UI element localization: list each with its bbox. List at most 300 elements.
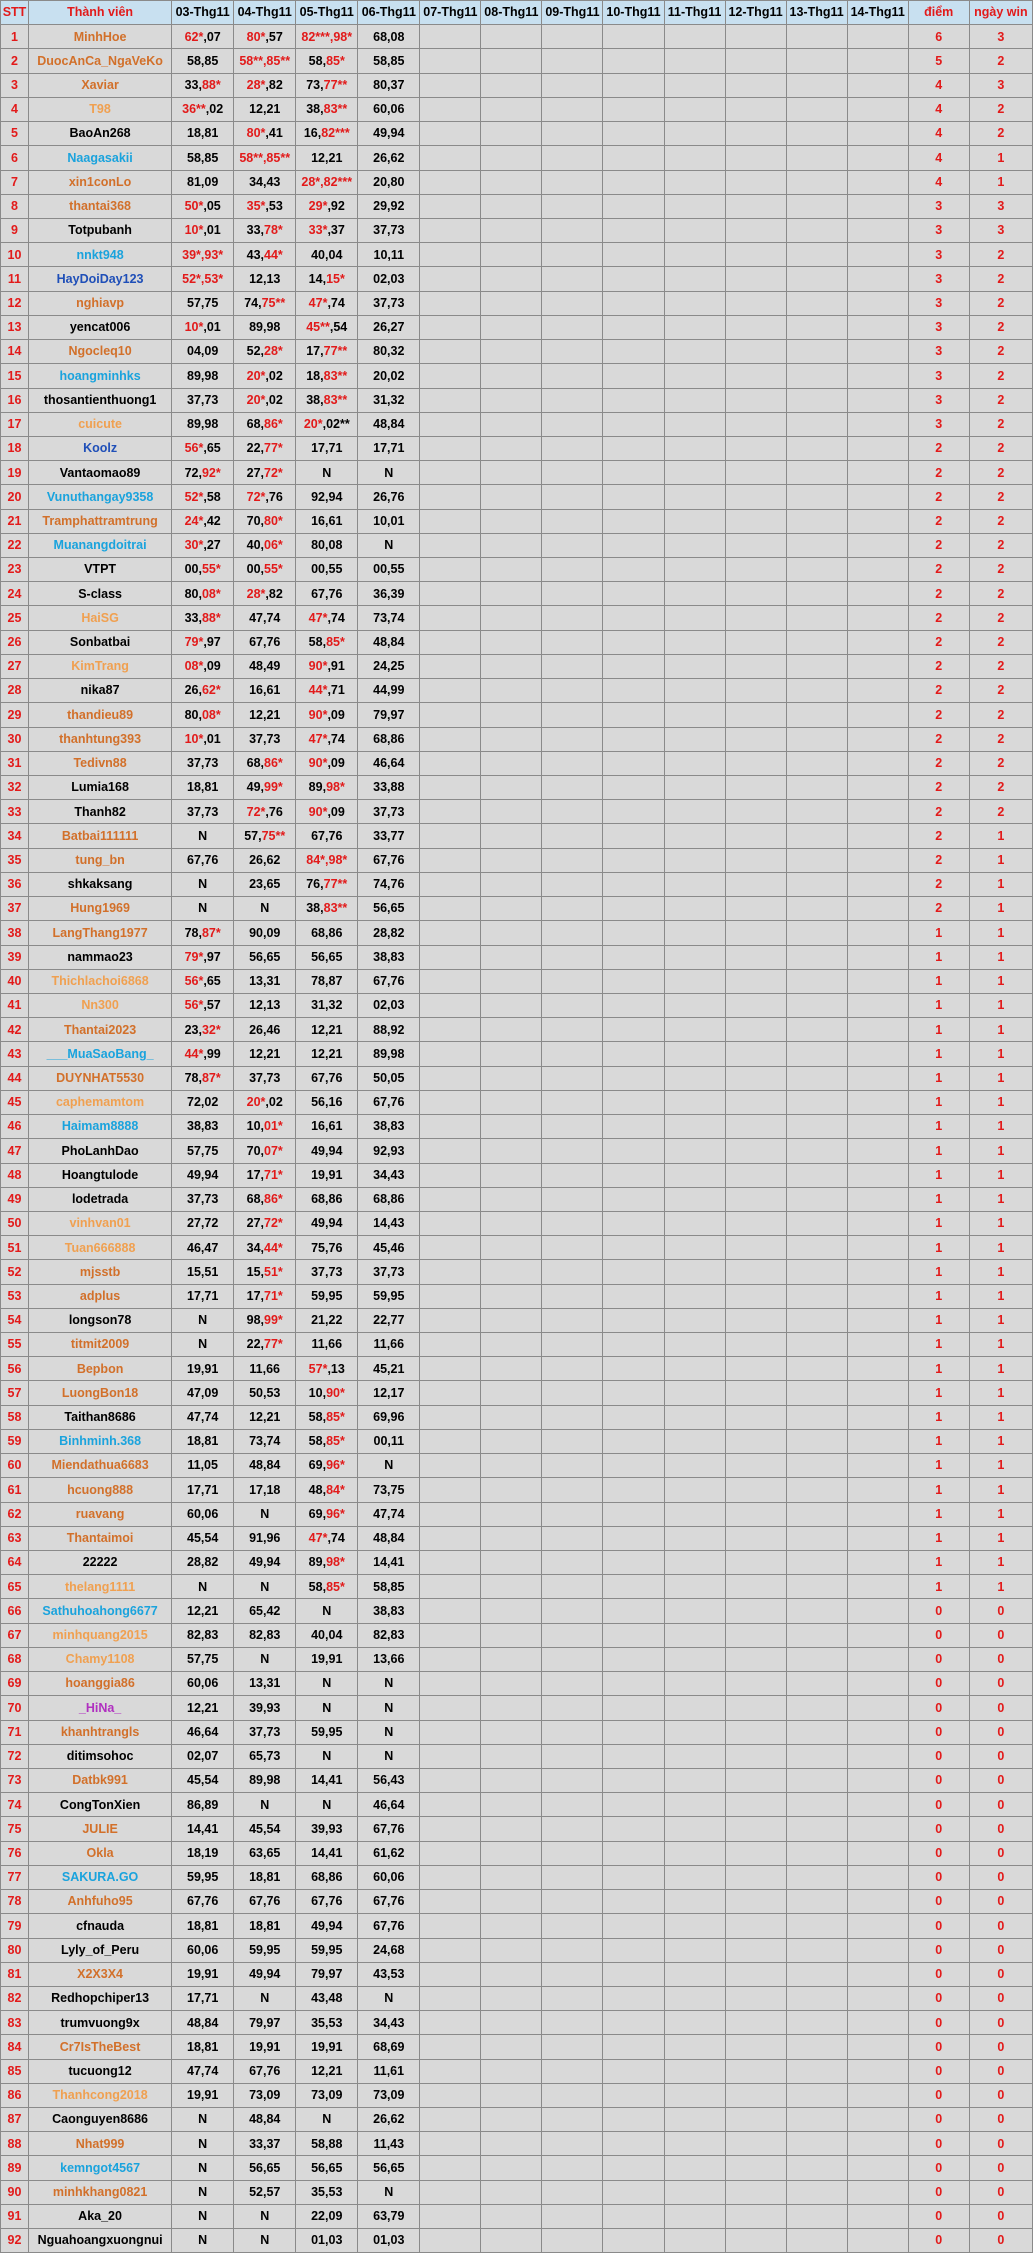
member-name[interactable]: hcuong888	[29, 1478, 172, 1502]
win-days-cell[interactable]: 2	[969, 122, 1032, 146]
empty-day-cell[interactable]	[481, 1575, 542, 1599]
points-cell[interactable]: 0	[908, 2229, 969, 2253]
day-value-cell[interactable]: 63,65	[234, 1841, 296, 1865]
day-value-cell[interactable]: 79,97	[358, 703, 420, 727]
header-day[interactable]: 14-Thg11	[847, 1, 908, 25]
day-value-cell[interactable]: 29*,92	[296, 194, 358, 218]
day-value-cell[interactable]: 14,41	[296, 1841, 358, 1865]
member-name[interactable]: adplus	[29, 1284, 172, 1308]
day-value-cell[interactable]: 67,76	[358, 1090, 420, 1114]
empty-day-cell[interactable]	[603, 1115, 664, 1139]
member-name[interactable]: Sathuhoahong6677	[29, 1599, 172, 1623]
member-name[interactable]: Hoangtulode	[29, 1163, 172, 1187]
win-days-cell[interactable]: 0	[969, 1623, 1032, 1647]
points-cell[interactable]: 0	[908, 1696, 969, 1720]
empty-day-cell[interactable]	[542, 654, 603, 678]
empty-day-cell[interactable]	[542, 340, 603, 364]
row-number[interactable]: 76	[1, 1841, 29, 1865]
member-name[interactable]: DuocAnCa_NgaVeKo	[29, 49, 172, 73]
member-name[interactable]: Aka_20	[29, 2204, 172, 2228]
empty-day-cell[interactable]	[725, 25, 786, 49]
empty-day-cell[interactable]	[603, 436, 664, 460]
empty-day-cell[interactable]	[847, 945, 908, 969]
empty-day-cell[interactable]	[847, 1986, 908, 2010]
empty-day-cell[interactable]	[603, 1163, 664, 1187]
day-value-cell[interactable]: 98,99*	[234, 1308, 296, 1332]
points-cell[interactable]: 0	[908, 1744, 969, 1768]
day-value-cell[interactable]: 35,53	[296, 2011, 358, 2035]
empty-day-cell[interactable]	[481, 1865, 542, 1889]
day-value-cell[interactable]: 48,84	[234, 2108, 296, 2132]
points-cell[interactable]: 0	[908, 1672, 969, 1696]
empty-day-cell[interactable]	[481, 388, 542, 412]
empty-day-cell[interactable]	[603, 582, 664, 606]
day-value-cell[interactable]: 73,74	[234, 1429, 296, 1453]
empty-day-cell[interactable]	[786, 1284, 847, 1308]
empty-day-cell[interactable]	[786, 1696, 847, 1720]
day-value-cell[interactable]: 67,76	[234, 2059, 296, 2083]
empty-day-cell[interactable]	[420, 727, 481, 751]
member-name[interactable]: PhoLanhDao	[29, 1139, 172, 1163]
empty-day-cell[interactable]	[603, 1187, 664, 1211]
header-day[interactable]: 08-Thg11	[481, 1, 542, 25]
header-member[interactable]: Thành viên	[29, 1, 172, 25]
win-days-cell[interactable]: 1	[969, 1260, 1032, 1284]
empty-day-cell[interactable]	[542, 800, 603, 824]
points-cell[interactable]: 0	[908, 1793, 969, 1817]
row-number[interactable]: 86	[1, 2083, 29, 2107]
day-value-cell[interactable]: 13,66	[358, 1647, 420, 1671]
empty-day-cell[interactable]	[786, 654, 847, 678]
day-value-cell[interactable]: 68,08	[358, 25, 420, 49]
empty-day-cell[interactable]	[786, 751, 847, 775]
empty-day-cell[interactable]	[603, 1139, 664, 1163]
header-day[interactable]: 03-Thg11	[172, 1, 234, 25]
empty-day-cell[interactable]	[664, 49, 725, 73]
empty-day-cell[interactable]	[786, 1841, 847, 1865]
win-days-cell[interactable]: 1	[969, 848, 1032, 872]
day-value-cell[interactable]: 58,85*	[296, 1429, 358, 1453]
day-value-cell[interactable]: 58,85*	[296, 1575, 358, 1599]
empty-day-cell[interactable]	[664, 1405, 725, 1429]
day-value-cell[interactable]: 47,09	[172, 1381, 234, 1405]
day-value-cell[interactable]: 92,93	[358, 1139, 420, 1163]
empty-day-cell[interactable]	[725, 1042, 786, 1066]
win-days-cell[interactable]: 0	[969, 1647, 1032, 1671]
empty-day-cell[interactable]	[847, 897, 908, 921]
empty-day-cell[interactable]	[603, 1381, 664, 1405]
empty-day-cell[interactable]	[603, 1284, 664, 1308]
empty-day-cell[interactable]	[420, 1744, 481, 1768]
day-value-cell[interactable]: 27,72*	[234, 1211, 296, 1235]
day-value-cell[interactable]: 78,87	[296, 969, 358, 993]
empty-day-cell[interactable]	[847, 1647, 908, 1671]
empty-day-cell[interactable]	[542, 1139, 603, 1163]
empty-day-cell[interactable]	[481, 2059, 542, 2083]
empty-day-cell[interactable]	[481, 1502, 542, 1526]
points-cell[interactable]: 1	[908, 1575, 969, 1599]
day-value-cell[interactable]: 10,01	[358, 509, 420, 533]
day-value-cell[interactable]: 14,41	[358, 1551, 420, 1575]
empty-day-cell[interactable]	[603, 2059, 664, 2083]
points-cell[interactable]: 4	[908, 73, 969, 97]
row-number[interactable]: 34	[1, 824, 29, 848]
empty-day-cell[interactable]	[847, 606, 908, 630]
empty-day-cell[interactable]	[481, 872, 542, 896]
empty-day-cell[interactable]	[542, 1744, 603, 1768]
member-name[interactable]: ditimsohoc	[29, 1744, 172, 1768]
row-number[interactable]: 72	[1, 1744, 29, 1768]
empty-day-cell[interactable]	[847, 727, 908, 751]
empty-day-cell[interactable]	[542, 2083, 603, 2107]
day-value-cell[interactable]: 56,65	[234, 945, 296, 969]
empty-day-cell[interactable]	[481, 97, 542, 121]
member-name[interactable]: Tramphattramtrung	[29, 509, 172, 533]
member-name[interactable]: JULIE	[29, 1817, 172, 1841]
empty-day-cell[interactable]	[603, 1454, 664, 1478]
empty-day-cell[interactable]	[542, 1720, 603, 1744]
empty-day-cell[interactable]	[481, 364, 542, 388]
empty-day-cell[interactable]	[420, 1187, 481, 1211]
empty-day-cell[interactable]	[420, 509, 481, 533]
empty-day-cell[interactable]	[420, 533, 481, 557]
member-name[interactable]: Nn300	[29, 993, 172, 1017]
win-days-cell[interactable]: 0	[969, 2156, 1032, 2180]
day-value-cell[interactable]: 12,21	[172, 1696, 234, 1720]
points-cell[interactable]: 0	[908, 1599, 969, 1623]
member-name[interactable]: kemngot4567	[29, 2156, 172, 2180]
empty-day-cell[interactable]	[481, 1090, 542, 1114]
day-value-cell[interactable]: 18,81	[234, 1914, 296, 1938]
row-number[interactable]: 23	[1, 558, 29, 582]
empty-day-cell[interactable]	[786, 1454, 847, 1478]
empty-day-cell[interactable]	[725, 243, 786, 267]
empty-day-cell[interactable]	[603, 146, 664, 170]
empty-day-cell[interactable]	[481, 1139, 542, 1163]
empty-day-cell[interactable]	[725, 1139, 786, 1163]
points-cell[interactable]: 1	[908, 1454, 969, 1478]
empty-day-cell[interactable]	[786, 1575, 847, 1599]
day-value-cell[interactable]: 86,89	[172, 1793, 234, 1817]
day-value-cell[interactable]: 33,77	[358, 824, 420, 848]
win-days-cell[interactable]: 2	[969, 291, 1032, 315]
day-value-cell[interactable]: 65,42	[234, 1599, 296, 1623]
empty-day-cell[interactable]	[725, 2204, 786, 2228]
day-value-cell[interactable]: 48,49	[234, 654, 296, 678]
day-value-cell[interactable]: 50,53	[234, 1381, 296, 1405]
row-number[interactable]: 61	[1, 1478, 29, 1502]
empty-day-cell[interactable]	[603, 848, 664, 872]
row-number[interactable]: 33	[1, 800, 29, 824]
win-days-cell[interactable]: 0	[969, 2083, 1032, 2107]
day-value-cell[interactable]: 19,91	[296, 1163, 358, 1187]
empty-day-cell[interactable]	[603, 461, 664, 485]
points-cell[interactable]: 2	[908, 727, 969, 751]
empty-day-cell[interactable]	[481, 243, 542, 267]
day-value-cell[interactable]: 67,76	[296, 1066, 358, 1090]
empty-day-cell[interactable]	[481, 461, 542, 485]
empty-day-cell[interactable]	[664, 2011, 725, 2035]
empty-day-cell[interactable]	[603, 267, 664, 291]
empty-day-cell[interactable]	[542, 824, 603, 848]
row-number[interactable]: 87	[1, 2108, 29, 2132]
empty-day-cell[interactable]	[786, 218, 847, 242]
empty-day-cell[interactable]	[786, 2059, 847, 2083]
member-name[interactable]: longson78	[29, 1308, 172, 1332]
empty-day-cell[interactable]	[847, 2108, 908, 2132]
empty-day-cell[interactable]	[847, 73, 908, 97]
win-days-cell[interactable]: 2	[969, 97, 1032, 121]
row-number[interactable]: 59	[1, 1429, 29, 1453]
day-value-cell[interactable]: 28,82	[358, 921, 420, 945]
points-cell[interactable]: 6	[908, 25, 969, 49]
empty-day-cell[interactable]	[420, 1817, 481, 1841]
empty-day-cell[interactable]	[481, 2132, 542, 2156]
empty-day-cell[interactable]	[664, 897, 725, 921]
day-value-cell[interactable]: N	[234, 1793, 296, 1817]
empty-day-cell[interactable]	[420, 1260, 481, 1284]
empty-day-cell[interactable]	[725, 170, 786, 194]
win-days-cell[interactable]: 0	[969, 1986, 1032, 2010]
empty-day-cell[interactable]	[481, 436, 542, 460]
empty-day-cell[interactable]	[664, 1551, 725, 1575]
empty-day-cell[interactable]	[786, 412, 847, 436]
empty-day-cell[interactable]	[603, 1042, 664, 1066]
member-name[interactable]: Nhat999	[29, 2132, 172, 2156]
points-cell[interactable]: 2	[908, 485, 969, 509]
empty-day-cell[interactable]	[847, 1914, 908, 1938]
empty-day-cell[interactable]	[603, 1938, 664, 1962]
points-cell[interactable]: 2	[908, 776, 969, 800]
win-days-cell[interactable]: 0	[969, 1914, 1032, 1938]
empty-day-cell[interactable]	[481, 218, 542, 242]
member-name[interactable]: Binhminh.368	[29, 1429, 172, 1453]
empty-day-cell[interactable]	[481, 751, 542, 775]
empty-day-cell[interactable]	[420, 1914, 481, 1938]
empty-day-cell[interactable]	[847, 1236, 908, 1260]
empty-day-cell[interactable]	[481, 1720, 542, 1744]
empty-day-cell[interactable]	[542, 1890, 603, 1914]
empty-day-cell[interactable]	[420, 315, 481, 339]
empty-day-cell[interactable]	[664, 1308, 725, 1332]
empty-day-cell[interactable]	[603, 1696, 664, 1720]
day-value-cell[interactable]: 12,21	[234, 1405, 296, 1429]
empty-day-cell[interactable]	[725, 1090, 786, 1114]
day-value-cell[interactable]: 52*,58	[172, 485, 234, 509]
day-value-cell[interactable]: 10,90*	[296, 1381, 358, 1405]
header-day[interactable]: 07-Thg11	[420, 1, 481, 25]
day-value-cell[interactable]: 26,62	[358, 146, 420, 170]
empty-day-cell[interactable]	[664, 1454, 725, 1478]
points-cell[interactable]: 0	[908, 1938, 969, 1962]
day-value-cell[interactable]: 27,72	[172, 1211, 234, 1235]
day-value-cell[interactable]: 89,98	[172, 412, 234, 436]
empty-day-cell[interactable]	[481, 1986, 542, 2010]
day-value-cell[interactable]: 18,83**	[296, 364, 358, 388]
day-value-cell[interactable]: 60,06	[358, 97, 420, 121]
empty-day-cell[interactable]	[725, 97, 786, 121]
empty-day-cell[interactable]	[725, 1115, 786, 1139]
empty-day-cell[interactable]	[725, 315, 786, 339]
day-value-cell[interactable]: N	[296, 1696, 358, 1720]
day-value-cell[interactable]: 23,32*	[172, 1018, 234, 1042]
member-name[interactable]: KimTrang	[29, 654, 172, 678]
day-value-cell[interactable]: 57,75	[172, 1139, 234, 1163]
day-value-cell[interactable]: 60,06	[172, 1938, 234, 1962]
day-value-cell[interactable]: 47,74	[172, 2059, 234, 2083]
empty-day-cell[interactable]	[542, 2180, 603, 2204]
day-value-cell[interactable]: 49,94	[296, 1211, 358, 1235]
points-cell[interactable]: 4	[908, 122, 969, 146]
day-value-cell[interactable]: 69,96*	[296, 1502, 358, 1526]
empty-day-cell[interactable]	[603, 1720, 664, 1744]
empty-day-cell[interactable]	[664, 1647, 725, 1671]
empty-day-cell[interactable]	[664, 97, 725, 121]
points-cell[interactable]: 1	[908, 1333, 969, 1357]
empty-day-cell[interactable]	[603, 2132, 664, 2156]
day-value-cell[interactable]: 48,84	[234, 1454, 296, 1478]
day-value-cell[interactable]	[296, 848, 358, 872]
win-days-cell[interactable]: 2	[969, 558, 1032, 582]
row-number[interactable]: 66	[1, 1599, 29, 1623]
empty-day-cell[interactable]	[481, 1478, 542, 1502]
points-cell[interactable]: 1	[908, 921, 969, 945]
win-days-cell[interactable]: 1	[969, 1018, 1032, 1042]
day-value-cell[interactable]: 79*,97	[172, 945, 234, 969]
empty-day-cell[interactable]	[542, 921, 603, 945]
win-days-cell[interactable]: 1	[969, 897, 1032, 921]
day-value-cell[interactable]: 43,48	[296, 1986, 358, 2010]
day-value-cell[interactable]: 38,83**	[296, 97, 358, 121]
empty-day-cell[interactable]	[786, 969, 847, 993]
day-value-cell[interactable]: 40,04	[296, 243, 358, 267]
empty-day-cell[interactable]	[725, 630, 786, 654]
row-number[interactable]: 22	[1, 533, 29, 557]
empty-day-cell[interactable]	[786, 1187, 847, 1211]
points-cell[interactable]: 1	[908, 1551, 969, 1575]
day-value-cell[interactable]: 38,83	[358, 1599, 420, 1623]
empty-day-cell[interactable]	[603, 291, 664, 315]
empty-day-cell[interactable]	[481, 1381, 542, 1405]
empty-day-cell[interactable]	[603, 218, 664, 242]
empty-day-cell[interactable]	[420, 945, 481, 969]
empty-day-cell[interactable]	[542, 1042, 603, 1066]
empty-day-cell[interactable]	[786, 533, 847, 557]
empty-day-cell[interactable]	[603, 1502, 664, 1526]
day-value-cell[interactable]: 17,71	[296, 436, 358, 460]
empty-day-cell[interactable]	[420, 921, 481, 945]
points-cell[interactable]: 1	[908, 1478, 969, 1502]
empty-day-cell[interactable]	[420, 582, 481, 606]
day-value-cell[interactable]: 82,83	[234, 1623, 296, 1647]
row-number[interactable]: 78	[1, 1890, 29, 1914]
member-name[interactable]: Anhfuho95	[29, 1890, 172, 1914]
day-value-cell[interactable]: 12,21	[296, 1018, 358, 1042]
empty-day-cell[interactable]	[847, 2180, 908, 2204]
day-value-cell[interactable]: 68,86*	[234, 412, 296, 436]
member-name[interactable]: trumvuong9x	[29, 2011, 172, 2035]
member-name[interactable]: titmit2009	[29, 1333, 172, 1357]
member-name[interactable]: cfnauda	[29, 1914, 172, 1938]
points-cell[interactable]: 2	[908, 872, 969, 896]
day-value-cell[interactable]: 67,76	[358, 969, 420, 993]
day-value-cell[interactable]: 36,39	[358, 582, 420, 606]
row-number[interactable]: 37	[1, 897, 29, 921]
empty-day-cell[interactable]	[786, 1623, 847, 1647]
empty-day-cell[interactable]	[420, 461, 481, 485]
day-value-cell[interactable]: 26,62	[234, 848, 296, 872]
empty-day-cell[interactable]	[847, 25, 908, 49]
day-value-cell[interactable]: 22,77*	[234, 436, 296, 460]
empty-day-cell[interactable]	[725, 388, 786, 412]
empty-day-cell[interactable]	[786, 897, 847, 921]
empty-day-cell[interactable]	[542, 2108, 603, 2132]
day-value-cell[interactable]: 28,82	[172, 1551, 234, 1575]
empty-day-cell[interactable]	[420, 1841, 481, 1865]
row-number[interactable]: 13	[1, 315, 29, 339]
empty-day-cell[interactable]	[603, 703, 664, 727]
row-number[interactable]: 57	[1, 1381, 29, 1405]
empty-day-cell[interactable]	[481, 533, 542, 557]
empty-day-cell[interactable]	[786, 582, 847, 606]
empty-day-cell[interactable]	[786, 388, 847, 412]
empty-day-cell[interactable]	[664, 340, 725, 364]
empty-day-cell[interactable]	[725, 1478, 786, 1502]
empty-day-cell[interactable]	[786, 1163, 847, 1187]
points-cell[interactable]: 1	[908, 1236, 969, 1260]
member-name[interactable]: DUYNHAT5530	[29, 1066, 172, 1090]
points-cell[interactable]: 1	[908, 1405, 969, 1429]
member-name[interactable]: nghiavp	[29, 291, 172, 315]
points-cell[interactable]: 1	[908, 1526, 969, 1550]
empty-day-cell[interactable]	[664, 1526, 725, 1550]
empty-day-cell[interactable]	[847, 2059, 908, 2083]
empty-day-cell[interactable]	[664, 436, 725, 460]
empty-day-cell[interactable]	[786, 800, 847, 824]
row-number[interactable]: 65	[1, 1575, 29, 1599]
points-cell[interactable]: 1	[908, 1163, 969, 1187]
empty-day-cell[interactable]	[847, 1551, 908, 1575]
empty-day-cell[interactable]	[542, 1357, 603, 1381]
day-value-cell[interactable]: 11,66	[296, 1333, 358, 1357]
day-value-cell[interactable]: N	[172, 2180, 234, 2204]
day-value-cell[interactable]: 31,32	[358, 388, 420, 412]
empty-day-cell[interactable]	[847, 582, 908, 606]
day-value-cell[interactable]: 76,77**	[296, 872, 358, 896]
points-cell[interactable]: 2	[908, 582, 969, 606]
empty-day-cell[interactable]	[603, 315, 664, 339]
win-days-cell[interactable]: 0	[969, 2180, 1032, 2204]
member-name[interactable]: vinhvan01	[29, 1211, 172, 1235]
empty-day-cell[interactable]	[603, 533, 664, 557]
empty-day-cell[interactable]	[603, 1405, 664, 1429]
empty-day-cell[interactable]	[481, 2108, 542, 2132]
empty-day-cell[interactable]	[664, 1986, 725, 2010]
empty-day-cell[interactable]	[725, 412, 786, 436]
empty-day-cell[interactable]	[420, 194, 481, 218]
empty-day-cell[interactable]	[542, 461, 603, 485]
day-value-cell[interactable]: 49,94	[296, 1914, 358, 1938]
member-name[interactable]: T98	[29, 97, 172, 121]
empty-day-cell[interactable]	[542, 194, 603, 218]
row-number[interactable]: 54	[1, 1308, 29, 1332]
empty-day-cell[interactable]	[786, 1139, 847, 1163]
empty-day-cell[interactable]	[481, 679, 542, 703]
win-days-cell[interactable]: 1	[969, 1308, 1032, 1332]
day-value-cell[interactable]: 67,76	[296, 824, 358, 848]
empty-day-cell[interactable]	[725, 848, 786, 872]
member-name[interactable]: Cr7IsTheBest	[29, 2035, 172, 2059]
